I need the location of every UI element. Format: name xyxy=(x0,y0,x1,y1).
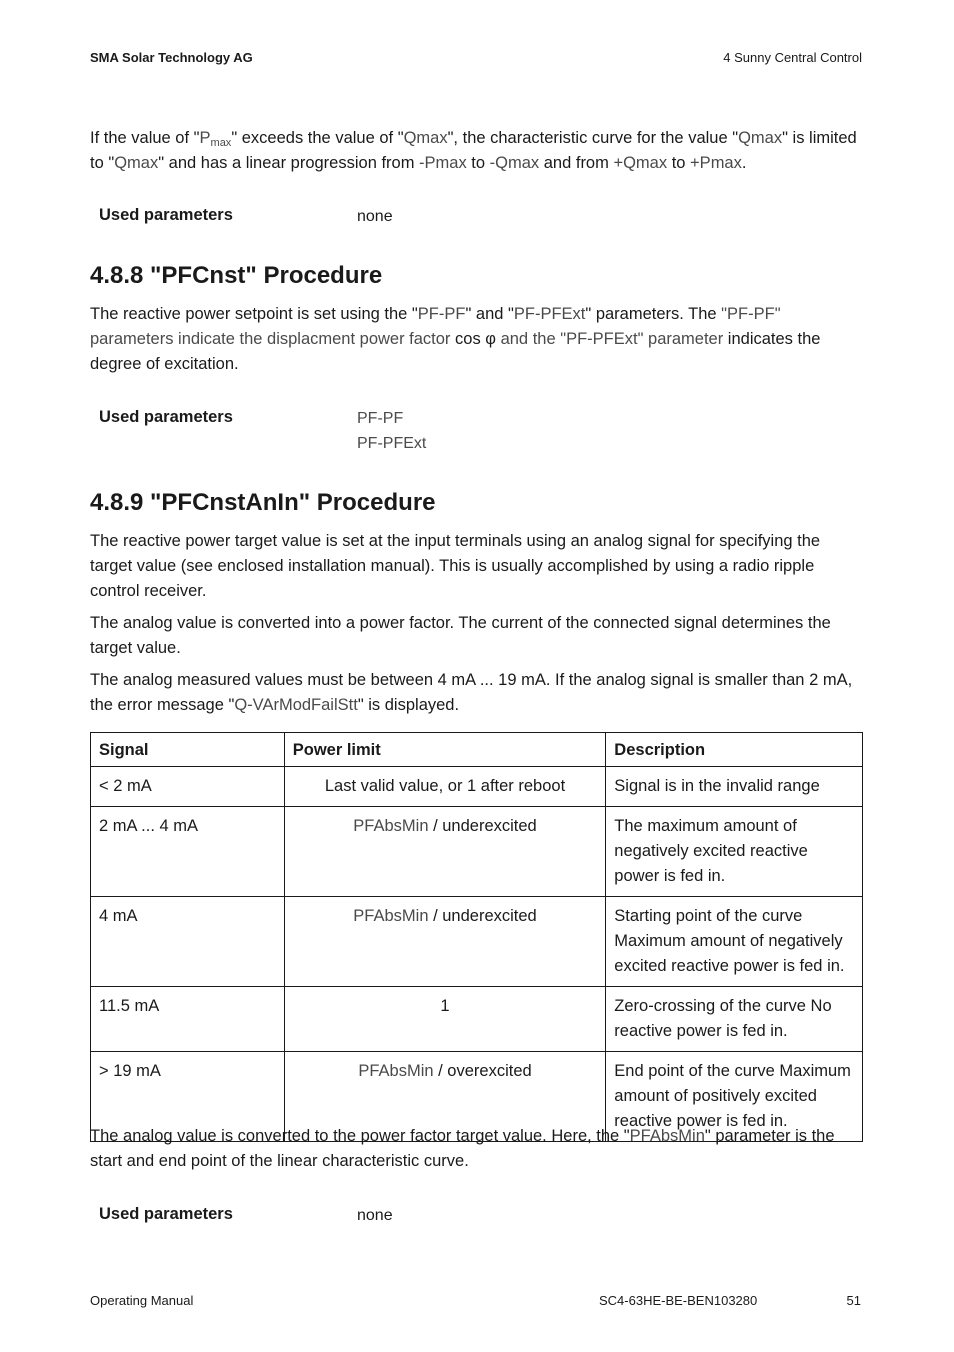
header-company: SMA Solar Technology AG xyxy=(90,50,253,65)
signal-cell: 4 mA xyxy=(91,897,285,987)
used-parameters-value: none xyxy=(357,208,393,225)
section-title-pfcnstanin: 4.8.9 "PFCnstAnIn" Procedure xyxy=(90,489,436,516)
power-limit-cell: PFAbsMin / overexcited xyxy=(284,1052,606,1142)
description-cell: Starting point of the curve Maximum amount of negatively excited reactive power is fed in. xyxy=(606,897,863,987)
table-row xyxy=(91,897,863,987)
description-cell: Signal is in the invalid range xyxy=(606,767,863,807)
pfcnstanin-paragraph-3: The analog measured values must be between 4 mA ... 19 mA. If the analog signal is smaller than 2 mA, the error message "Q-VArModFailStt" is displayed. xyxy=(90,671,853,714)
power-limit-cell: Last valid value, or 1 after reboot xyxy=(284,767,606,807)
pfcnstanin-paragraph-after-table: The analog value is converted to the power factor target value. Here, the "PFAbsMin" parameter is the start and end point of the linear characteristic curve. xyxy=(90,1127,835,1170)
power-limit-cell: PFAbsMin / underexcited xyxy=(284,807,606,897)
header-chapter: 4 Sunny Central Control xyxy=(723,50,862,65)
column-header-signal: Signal xyxy=(91,733,285,767)
signal-cell: 2 mA ... 4 mA xyxy=(91,807,285,897)
used-parameters-label: Used parameters xyxy=(99,408,233,426)
signal-cell: 11.5 mA xyxy=(91,987,285,1052)
pfcnst-paragraph: The reactive power setpoint is set using the "PF-PF" and "PF-PFExt" parameters. The "PF-PF" parameters indicate the displacment power factor cos φ and the "PF-PFExt" parameter indicates the degree of excitation. xyxy=(90,305,821,373)
power-limit-cell: PFAbsMin / underexcited xyxy=(284,897,606,987)
section-title-pfcnst: 4.8.8 "PFCnst" Procedure xyxy=(90,262,383,289)
column-header-power-limit: Power limit xyxy=(284,733,606,767)
signal-table xyxy=(90,732,863,1142)
footer-document-code: SC4-63HE-BE-BEN103280 xyxy=(599,1293,758,1308)
signal-cell: > 19 mA xyxy=(91,1052,285,1142)
used-parameters-value: PF-PF xyxy=(357,410,404,427)
footer-page-number: 51 xyxy=(846,1293,861,1308)
pfcnstanin-paragraph-2: The analog value is converted into a power factor. The current of the connected signal determines the target value. xyxy=(90,614,831,657)
column-header-description: Description xyxy=(606,733,863,767)
table-header-row xyxy=(91,733,863,767)
used-parameters-value: PF-PFExt xyxy=(357,435,427,452)
intro-paragraph: If the value of "$P_{max}$" exceeds the value of "Qmax", the characteristic curve for the value "Qmax" is limited to "Qmax" and has a linear progression from -Pmax to -Qmax and from +Qmax to +Pmax. xyxy=(90,129,857,172)
footer-manual-title: Operating Manual xyxy=(90,1293,194,1308)
signal-cell: < 2 mA xyxy=(91,767,285,807)
table-row xyxy=(91,987,863,1052)
table-row xyxy=(91,807,863,897)
power-limit-cell: 1 xyxy=(284,987,606,1052)
used-parameters-value: none xyxy=(357,1207,393,1224)
used-parameters-label: Used parameters xyxy=(99,206,233,224)
used-parameters-label: Used parameters xyxy=(99,1205,233,1223)
param-pmax: $P_{max}$ xyxy=(199,129,232,149)
description-cell: The maximum amount of negatively excited reactive power is fed in. xyxy=(606,807,863,897)
table-row xyxy=(91,767,863,807)
description-cell: Zero-crossing of the curve No reactive power is fed in. xyxy=(606,987,863,1052)
description-cell: End point of the curve Maximum amount of positively excited reactive power is fed in. xyxy=(606,1052,863,1142)
pfcnstanin-paragraph-1: The reactive power target value is set at the input terminals using an analog signal for specifying the target value (see enclosed installation manual). This is usually accomplished by using a radio ripple control receiver. xyxy=(90,532,821,600)
